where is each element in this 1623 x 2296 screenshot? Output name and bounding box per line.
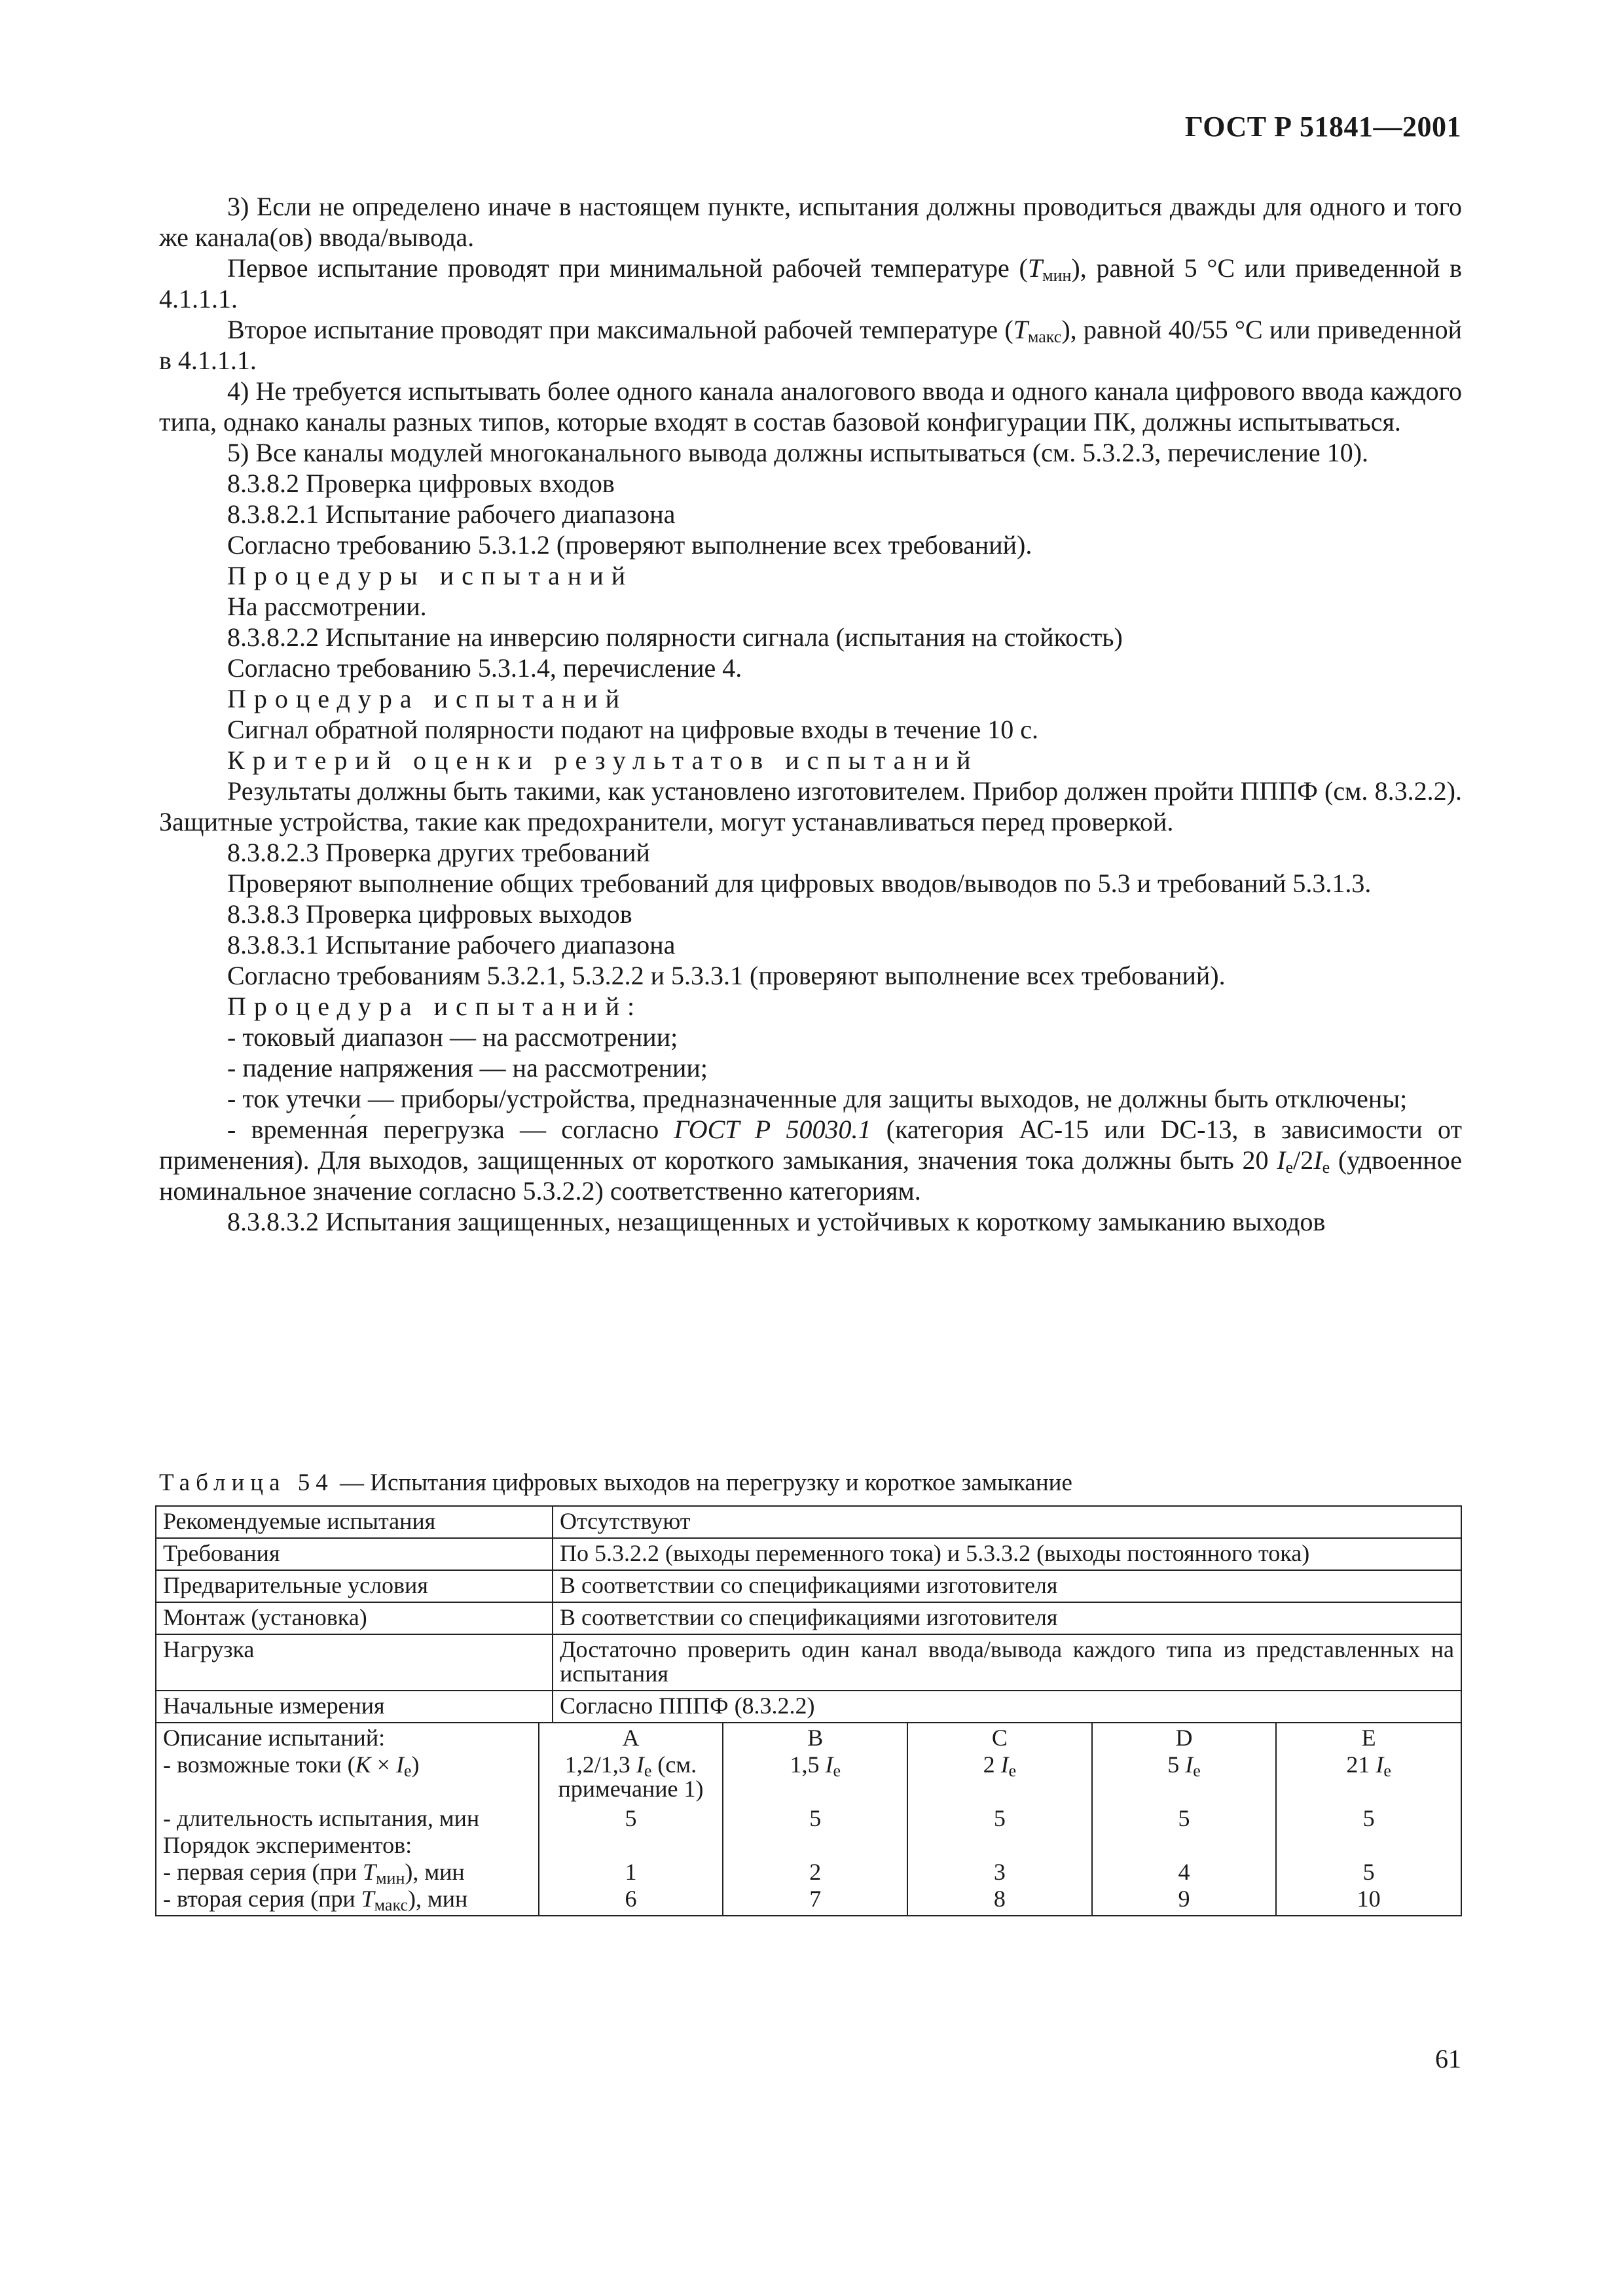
subscript: e xyxy=(1285,1158,1294,1177)
text-fragment: - временна́я перегрузка — согласно xyxy=(227,1115,674,1144)
subscript: e xyxy=(1383,1761,1391,1780)
column-header: A xyxy=(539,1723,723,1750)
paragraph: На рассмотрении. xyxy=(227,592,427,621)
symbol: I xyxy=(395,1751,404,1778)
text-fragment: - возможные токи ( xyxy=(163,1751,356,1778)
text-fragment: (удвоенное номинальное значение согласно 5.3.2.2) соответственно категориям. xyxy=(159,1145,1463,1206)
text-fragment: Второе испытание проводят при максимальной рабочей температуре ( xyxy=(227,315,1013,344)
spaced-heading: Процедура испытаний: xyxy=(227,992,643,1021)
text-fragment: Первое испытание проводят при минимальной рабочей температуре ( xyxy=(227,253,1028,283)
duration-value: 5 xyxy=(539,1801,723,1831)
first-series-label xyxy=(156,1857,539,1888)
paragraph: Проверяют выполнение общих требований для цифровых вводов/выводов по 5.3 и требований 5.3.1.3. xyxy=(227,869,1372,898)
paragraph: 4) Не требуется испытывать более одного канала аналогового ввода и одного канала цифрового ввода каждого типа, однако каналы разных типов, которые входят в состав базовой конфигурации ПК, должны испытываться. xyxy=(159,376,1462,437)
symbol: I xyxy=(636,1751,644,1778)
text-fragment: 1,5 xyxy=(790,1751,826,1778)
table-cell: Начальные измерения xyxy=(156,1691,553,1723)
paragraph: Сигнал обратной полярности подают на цифровые входы в течение 10 с. xyxy=(227,715,1038,744)
empty-cell xyxy=(1276,1831,1461,1857)
symbol: T xyxy=(363,1859,376,1885)
paragraph: Согласно требованию 5.3.1.2 (проверяют выполнение всех требований). xyxy=(227,530,1032,560)
current-value xyxy=(907,1750,1092,1801)
list-item: - токовый диапазон — на рассмотрении; xyxy=(227,1022,678,1052)
spaced-heading: Процедуры испытаний xyxy=(227,561,634,590)
text-fragment: ), равной 40/55 °С или приведенной в 4.1.1.1. xyxy=(159,315,1462,375)
second-series-label xyxy=(156,1884,539,1915)
note-ref: (см. примечание 1) xyxy=(558,1751,704,1802)
table-row xyxy=(156,1723,1461,1916)
second-series-value: 7 xyxy=(723,1884,907,1915)
standard-reference: ГОСТ Р 50030.1 xyxy=(674,1115,871,1144)
first-series-value: 1 xyxy=(539,1857,723,1884)
current-value xyxy=(539,1750,723,1801)
page-number: 61 xyxy=(1435,2044,1461,2073)
paragraph: 5) Все каналы модулей многоканального вывода должны испытываться (см. 5.3.2.3, перечисление 10). xyxy=(227,438,1369,467)
order-label: Порядок экспериментов: xyxy=(163,1832,412,1858)
paragraph: 3) Если не определено иначе в настоящем пункте, испытания должны проводиться дважды для одного и того же канала(ов) ввода/вывода. xyxy=(159,192,1462,252)
table-cell: Требования xyxy=(156,1538,553,1570)
table-row xyxy=(156,1570,1461,1602)
paragraph: Согласно требованию 5.3.1.4, перечисление 4. xyxy=(227,653,742,683)
currents-label xyxy=(156,1750,539,1801)
table-row xyxy=(156,1506,1461,1538)
current-value xyxy=(723,1750,907,1801)
empty-cell xyxy=(723,1831,907,1857)
symbol: T xyxy=(361,1886,374,1912)
paragraph xyxy=(159,314,1462,376)
table-label: Таблица 54 xyxy=(159,1469,334,1496)
body-text xyxy=(159,191,1462,1237)
table-cell: В соответствии со спецификациями изготовителя xyxy=(553,1602,1461,1634)
duration-value: 5 xyxy=(907,1801,1092,1831)
text-fragment: × xyxy=(371,1751,396,1778)
first-series-value: 5 xyxy=(1276,1857,1461,1884)
section-heading: 8.3.8.3 Проверка цифровых выходов xyxy=(227,899,632,929)
empty-cell xyxy=(1092,1831,1277,1857)
text-fragment: 5 xyxy=(1167,1751,1186,1778)
text-fragment: ) xyxy=(411,1751,420,1778)
symbol: T xyxy=(1027,253,1043,283)
duration-label: - длительность испытания, мин xyxy=(163,1805,480,1831)
subscript: e xyxy=(1008,1761,1017,1780)
subscript: мин xyxy=(376,1869,405,1888)
paragraph: Результаты должны быть такими, как установлено изготовителем. Прибор должен пройти ПППФ (см. 8.3.2.2). Защитные устройства, такие как предохранители, могут устанавливаться перед проверкой. xyxy=(159,776,1462,836)
subscript: e xyxy=(1193,1761,1201,1780)
test-description-grid xyxy=(156,1723,1461,1915)
table-caption xyxy=(159,1469,1462,1498)
empty-cell xyxy=(907,1831,1092,1857)
section-heading: 8.3.8.3.1 Испытание рабочего диапазона xyxy=(227,930,676,960)
list-item: - падение напряжения — на рассмотрении; xyxy=(227,1053,708,1083)
table-cell: Нагрузка xyxy=(156,1634,553,1691)
subscript: e xyxy=(644,1761,652,1780)
text-fragment: - первая серия (при xyxy=(163,1859,363,1885)
table-cell: Монтаж (установка) xyxy=(156,1602,553,1634)
text-fragment: - вторая серия (при xyxy=(163,1886,361,1912)
table-title: — Испытания цифровых выходов на перегрузку и короткое замыкание xyxy=(333,1469,1072,1496)
text-fragment: ), мин xyxy=(408,1886,468,1912)
subscript: e xyxy=(1322,1158,1330,1177)
text-fragment: 1,2/1,3 xyxy=(564,1751,636,1778)
first-series-value: 4 xyxy=(1092,1857,1277,1884)
table-row xyxy=(156,1634,1461,1691)
table-cell: Предварительные условия xyxy=(156,1570,553,1602)
table-54 xyxy=(155,1505,1462,1916)
table-cell: По 5.3.2.2 (выходы переменного тока) и 5.3.3.2 (выходы постоянного тока) xyxy=(553,1538,1461,1570)
table-cell: Достаточно проверить один канал ввода/вывода каждого типа из представленных на испытания xyxy=(553,1634,1461,1691)
subscript: e xyxy=(833,1761,841,1780)
section-heading: 8.3.8.2.2 Испытание на инверсию полярности сигнала (испытания на стойкость) xyxy=(227,622,1123,652)
test-description-block xyxy=(156,1723,1461,1916)
symbol: T xyxy=(1013,315,1028,344)
column-header: B xyxy=(723,1723,907,1750)
column-header: D xyxy=(1092,1723,1277,1750)
table-cell: Согласно ПППФ (8.3.2.2) xyxy=(553,1691,1461,1723)
first-series-value: 3 xyxy=(907,1857,1092,1884)
symbol: I xyxy=(825,1751,833,1778)
symbol: I xyxy=(1277,1145,1286,1175)
column-header: E xyxy=(1276,1723,1461,1750)
symbol: I xyxy=(1313,1145,1322,1175)
section-heading: 8.3.8.2.3 Проверка других требований xyxy=(227,838,650,867)
subscript: макс xyxy=(1027,327,1062,346)
second-series-value: 9 xyxy=(1092,1884,1277,1915)
spaced-heading: Процедура испытаний xyxy=(227,684,628,713)
spaced-heading: Критерий оценки результатов испытаний xyxy=(227,745,979,775)
table-row xyxy=(156,1538,1461,1570)
subscript: макс xyxy=(374,1895,408,1914)
current-value xyxy=(1092,1750,1277,1801)
text-fragment: 2 xyxy=(983,1751,1001,1778)
symbol: I xyxy=(1185,1751,1194,1778)
second-series-value: 10 xyxy=(1276,1884,1461,1915)
empty-cell xyxy=(539,1831,723,1857)
subscript: e xyxy=(403,1761,412,1780)
table-row xyxy=(156,1691,1461,1723)
table-row xyxy=(156,1602,1461,1634)
text-fragment: ), мин xyxy=(405,1859,465,1885)
subscript: мин xyxy=(1042,266,1072,285)
table-cell: Отсутствуют xyxy=(553,1506,1461,1538)
text-fragment: (категория АС-15 или DC-13, в зависимости от применения). Для выходов, защищенных от короткого замыкания, значения тока должны быть 20 xyxy=(159,1115,1462,1175)
list-item xyxy=(159,1114,1462,1206)
text-fragment: ), равной 5 °С или приведенной в 4.1.1.1. xyxy=(159,253,1462,314)
first-series-value: 2 xyxy=(723,1857,907,1884)
desc-label: Описание испытаний: xyxy=(163,1725,386,1751)
section-heading: 8.3.8.2 Проверка цифровых входов xyxy=(227,469,615,498)
second-series-value: 6 xyxy=(539,1884,723,1915)
symbol: I xyxy=(1376,1751,1384,1778)
table-cell: В соответствии со спецификациями изготовителя xyxy=(553,1570,1461,1602)
document-header: ГОСТ Р 51841—2001 xyxy=(1184,111,1461,143)
symbol: K xyxy=(355,1751,371,1778)
duration-value: 5 xyxy=(1276,1801,1461,1831)
section-heading: 8.3.8.2.1 Испытание рабочего диапазона xyxy=(227,499,676,529)
paragraph xyxy=(159,253,1462,314)
text-fragment: /2 xyxy=(1293,1145,1314,1175)
text-fragment: 21 xyxy=(1346,1751,1376,1778)
duration-value: 5 xyxy=(723,1801,907,1831)
second-series-value: 8 xyxy=(907,1884,1092,1915)
paragraph: Согласно требованиям 5.3.2.1, 5.3.2.2 и 5.3.3.1 (проверяют выполнение всех требований). xyxy=(227,961,1226,990)
column-header: C xyxy=(907,1723,1092,1750)
section-heading: 8.3.8.3.2 Испытания защищенных, незащищенных и устойчивых к короткому замыканию выходов xyxy=(227,1207,1326,1236)
duration-value: 5 xyxy=(1092,1801,1277,1831)
symbol: I xyxy=(1000,1751,1009,1778)
table-cell: Рекомендуемые испытания xyxy=(156,1506,553,1538)
current-value xyxy=(1276,1750,1461,1801)
list-item: - ток утечки — приборы/устройства, предназначенные для защиты выходов, не должны быть отключены; xyxy=(227,1084,1408,1113)
